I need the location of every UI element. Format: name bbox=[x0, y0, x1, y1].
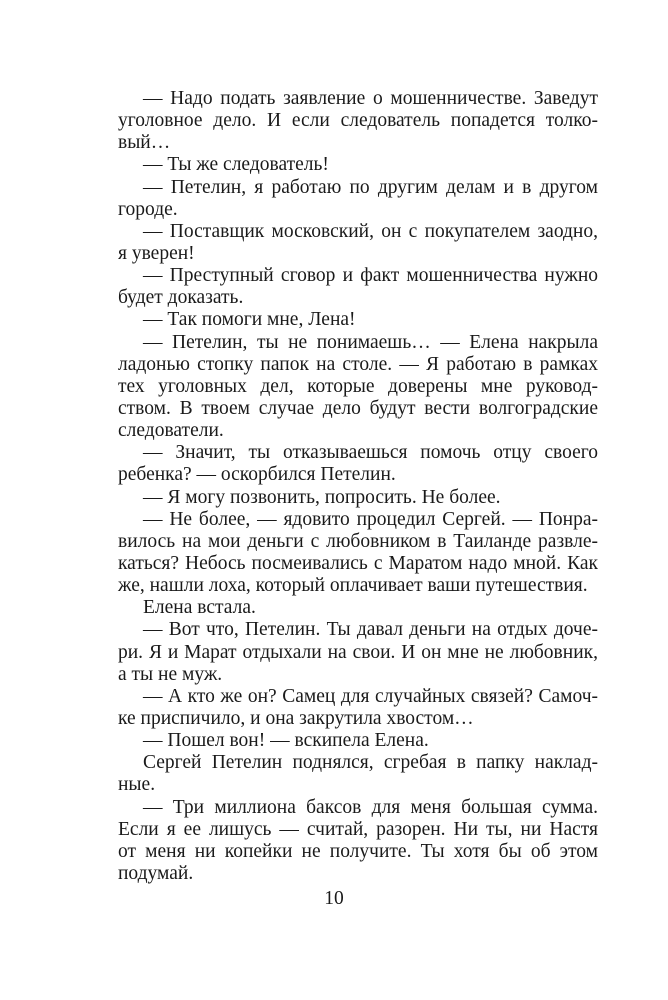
page-body-text bbox=[118, 88, 598, 885]
text-line: уголовное дело. И если следователь попадется толко- bbox=[118, 110, 598, 132]
text-line: — Петелин, я работаю по другим делам и в другом bbox=[143, 176, 598, 198]
text-line: — Я могу позвонить, попросить. Не более. bbox=[143, 486, 501, 508]
text-line: — Вот что, Петелин. Ты давал деньги на отдых доче- bbox=[143, 619, 598, 641]
text-line: вилось на мои деньги с любовником в Таиланде развле- bbox=[118, 530, 598, 552]
text-line: — Петелин, ты не понимаешь… — Елена накрыла bbox=[143, 331, 598, 353]
text-line: — Преступный сговор и факт мошенничества нужно bbox=[143, 265, 598, 287]
text-line: — Значит, ты отказываешься помочь отцу своего bbox=[143, 442, 598, 464]
text-line: — Надо подать заявление о мошенничестве. Заведут bbox=[143, 88, 598, 109]
text-line: будет доказать. bbox=[118, 287, 244, 309]
text-line: ством. В твоем случае дело будут вести волгоградские bbox=[118, 397, 598, 419]
text-line: вый… bbox=[118, 132, 171, 154]
text-line: — А кто же он? Самец для случайных связей? Самоч- bbox=[143, 685, 598, 707]
text-line: следователи. bbox=[118, 420, 224, 442]
text-line: ке приспичило, и она закрутила хвостом… bbox=[118, 707, 474, 729]
text-line: от меня ни копейки не получите. Ты хотя бы об этом bbox=[118, 840, 598, 862]
text-line: подумай. bbox=[118, 862, 194, 884]
text-line: тех уголовных дел, которые доверены мне руковод- bbox=[118, 375, 598, 397]
page-number: 10 bbox=[324, 888, 344, 909]
text-line: ри. Я и Марат отдыхали на свои. И он мне не любовник, bbox=[118, 641, 598, 663]
text-line: Елена встала. bbox=[143, 597, 256, 619]
text-line: — Не более, — ядовито процедил Сергей. — Понра- bbox=[143, 508, 598, 530]
text-line: — Пошел вон! — вскипела Елена. bbox=[143, 730, 429, 752]
text-line: же, нашли лоха, который оплачивает ваши путешествия. bbox=[118, 575, 588, 597]
text-line: а ты не муж. bbox=[118, 663, 223, 685]
text-line: каться? Небось посмеивались с Маратом надо мной. Как bbox=[118, 552, 598, 574]
text-line: городе. bbox=[118, 198, 178, 220]
text-line: Сергей Петелин поднялся, сгребая в папку наклад- bbox=[143, 752, 598, 774]
text-line: ные. bbox=[118, 774, 156, 796]
text-line: ребенка? — оскорбился Петелин. bbox=[118, 464, 396, 486]
text-line: — Ты же следователь! bbox=[143, 154, 329, 176]
text-line: — Так помоги мне, Лена! bbox=[143, 309, 356, 331]
text-line: — Поставщик московский, он с покупателем заодно, bbox=[143, 220, 598, 242]
text-line: — Три миллиона баксов для меня большая сумма. bbox=[143, 796, 598, 818]
text-line: я уверен! bbox=[118, 242, 195, 264]
text-line: Если я ее лишусь — считай, разорен. Ни ты, ни Настя bbox=[118, 818, 598, 840]
text-line: ладонью стопку папок на столе. — Я работаю в рамках bbox=[118, 353, 598, 375]
